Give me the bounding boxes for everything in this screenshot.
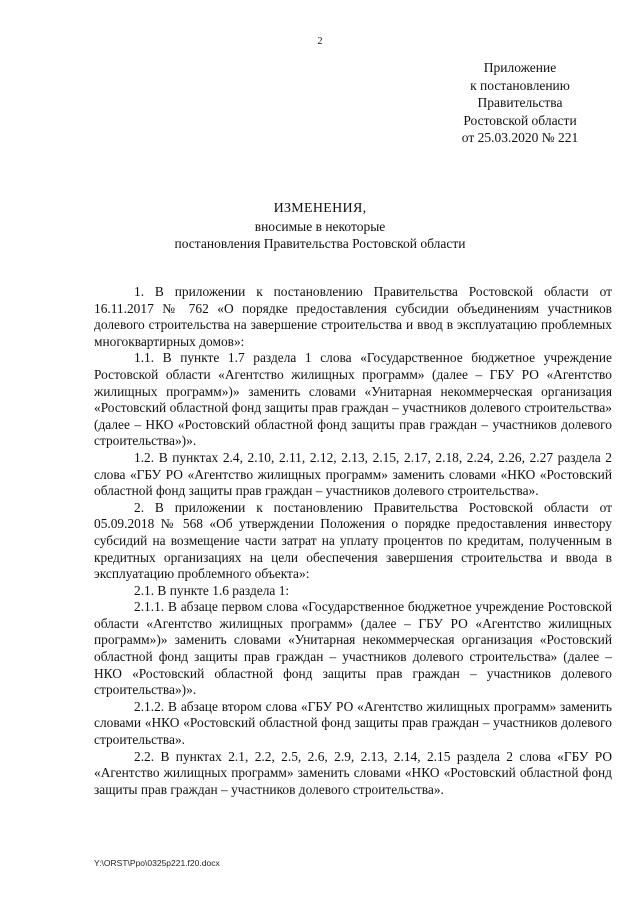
paragraph: 2.1.2. В абзаце втором слова «ГБУ РО «Агентство жилищных программ» заменить словами «НКО «Ростовский областной фонд защиты прав граждан – участников долевого строительства». bbox=[94, 698, 612, 748]
document-title: ИЗМЕНЕНИЯ, bbox=[273, 201, 367, 216]
appendix-line: к постановлению bbox=[470, 77, 570, 93]
document-body bbox=[94, 284, 612, 798]
file-path-footer: Y:\ORST\Ppo\0325p221.f20.docx bbox=[94, 858, 220, 868]
appendix-line: Правительства bbox=[477, 95, 563, 111]
appendix-line: Приложение bbox=[483, 60, 557, 75]
paragraph: 2.1.1. В абзаце первом слова «Государственное бюджетное учреждение Ростовской области «Агентство жилищных программ» (далее – ГБУ РО «Агентство жилищных программ»)» заменить словами «Унитарная некоммерческая организация «Ростовский областной фонд защиты прав граждан – участников долевого строительства» (далее – НКО «Ростовский областной фонд защиты прав граждан – участников долевого строительства»)». bbox=[94, 599, 612, 698]
document-heading bbox=[0, 200, 640, 253]
paragraph: 2.2. В пунктах 2.1, 2.2, 2.5, 2.6, 2.9, 2.13, 2.14, 2.15 раздела 2 слова «ГБУ РО «Агентство жилищных программ» заменить словами «НКО «Ростовский областной фонд защиты прав граждан – участников долевого строительства». bbox=[94, 748, 612, 797]
appendix-line: Ростовской области bbox=[463, 112, 577, 128]
paragraph: 1.2. В пунктах 2.4, 2.10, 2.11, 2.12, 2.13, 2.15, 2.17, 2.18, 2.24, 2.26, 2.27 раздела 2 слова «ГБУ РО «Агентство жилищных программ» заменить словами «НКО «Ростовский областной фонд защиты прав граждан – участников долевого строительства». bbox=[94, 449, 612, 499]
page-number: 2 bbox=[317, 36, 323, 47]
paragraph: 2.1. В пункте 1.6 раздела 1: bbox=[134, 582, 290, 598]
paragraph: 2. В приложении к постановлению Правительства Ростовской области от 05.09.2018 № 568 «Об утверждении Положения о порядке предоставления инвестору субсидий на возмещение части затрат на уплату процентов по кредитам, полученным в кредитных организациях на цели обеспечения завершения строительства и ввода в эксплуатацию проблемного объекта»: bbox=[94, 499, 612, 582]
document-subtitle: вносимые в некоторые bbox=[254, 218, 386, 234]
appendix-block bbox=[440, 59, 600, 147]
paragraph: 1.1. В пункте 1.7 раздела 1 слова «Государственное бюджетное учреждение Ростовской области «Агентство жилищных программ» (далее – ГБУ РО «Агентство жилищных программ»)» заменить словами «Унитарная некоммерческая организация «Ростовский областной фонд защиты прав граждан – участников долевого строительства» (далее – НКО «Ростовский областной фонд защиты прав граждан – участников долевого строительства»)». bbox=[94, 350, 612, 449]
appendix-line: от 25.03.2020 № 221 bbox=[461, 130, 579, 146]
paragraph: 1. В приложении к постановлению Правительства Ростовской области от 16.11.2017 № 762 «О порядке предоставления субсидии объединениям участников долевого строительства на завершение строительства и ввод в эксплуатацию проблемных многоквартирных домов»: bbox=[94, 284, 612, 349]
document-subtitle: постановления Правительства Ростовской области bbox=[174, 236, 466, 251]
